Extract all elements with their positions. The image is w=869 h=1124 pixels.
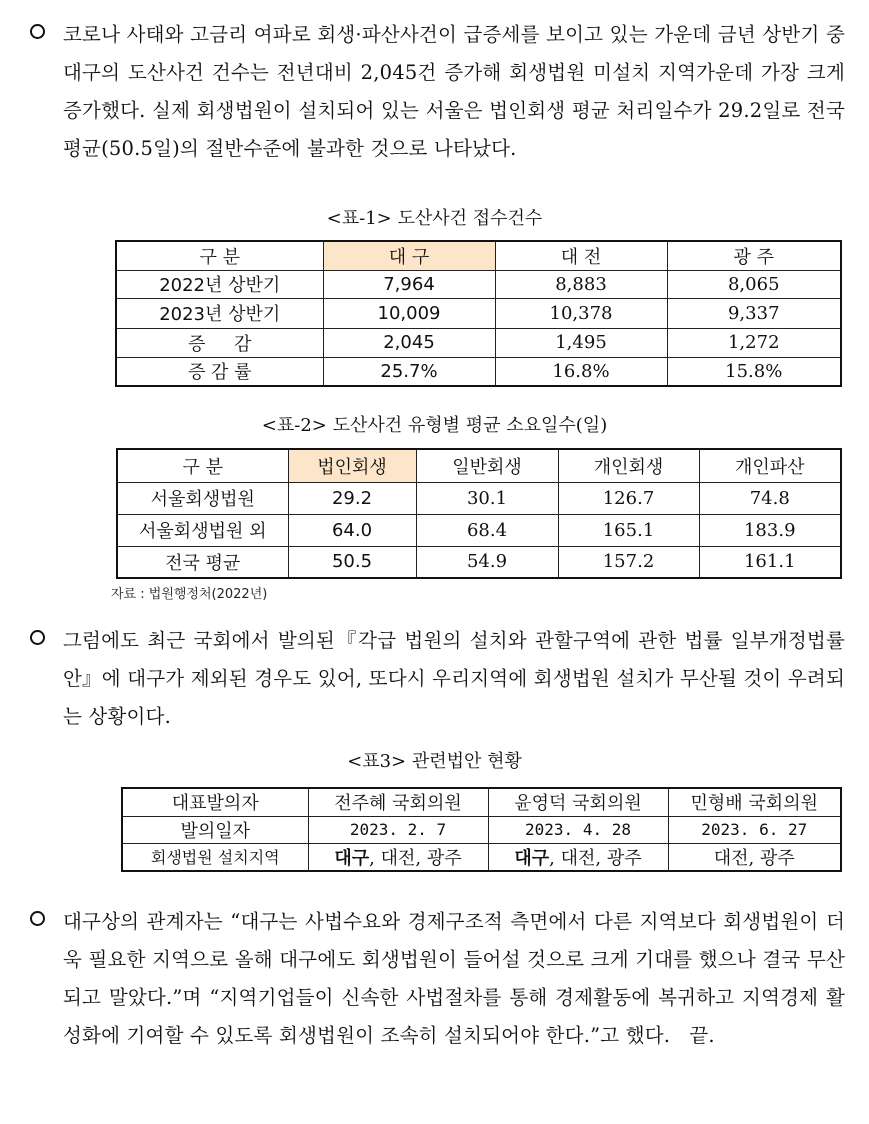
- table-row: [116, 270, 841, 298]
- table-cell: 1,272: [667, 328, 841, 357]
- paragraph-2-text: 그럼에도 최근 국회에서 발의된『각급 법원의 설치와 관할구역에 관한 법률 일부개정법률안』에 대구가 제외된 경우도 있어, 또다시 우리지역에 회생법원 설치가 무산될 것이 우려되는 상황이다.: [63, 629, 845, 728]
- table-cell: [308, 843, 488, 871]
- paragraph-1: [30, 16, 845, 168]
- table-cell: 29.2: [288, 482, 416, 514]
- table-row-label: 회생법원 설치지역: [122, 843, 308, 871]
- table-cell: 10,009: [323, 298, 495, 328]
- table-cell: 50.5: [288, 546, 416, 578]
- table-cell: 161.1: [699, 546, 841, 578]
- table-cell: 1,495: [495, 328, 667, 357]
- table-cell: 30.1: [416, 482, 558, 514]
- table-row: [116, 241, 841, 270]
- region-rest-text: , 대전, 광주: [369, 847, 462, 869]
- table-header-cell: 광 주: [667, 241, 841, 270]
- table-cell: 165.1: [558, 514, 699, 546]
- table-1: [115, 240, 842, 387]
- table-2-caption: <표-2> 도산사건 유형별 평균 소요일수(일): [261, 415, 608, 436]
- table-cell: 9,337: [667, 298, 841, 328]
- paragraph-2: [30, 622, 845, 736]
- table-cell: 2023. 2. 7: [308, 816, 488, 843]
- table-cell: 10,378: [495, 298, 667, 328]
- table-cell: 대전, 광주: [668, 843, 841, 871]
- daegu-bold-text: 대구: [334, 847, 370, 869]
- region-rest-text: , 대전, 광주: [549, 847, 642, 869]
- paragraph-3: [30, 903, 845, 1055]
- table-cell: 8,065: [667, 270, 841, 298]
- table-cell: 2023. 6. 27: [668, 816, 841, 843]
- circle-bullet-icon: [30, 911, 45, 926]
- table-header-cell: 일반회생: [416, 449, 558, 482]
- table-row: [117, 546, 841, 578]
- table-cell: 68.4: [416, 514, 558, 546]
- table-row-label: 전국 평균: [117, 546, 288, 578]
- table-row: [117, 514, 841, 546]
- table-cell: 126.7: [558, 482, 699, 514]
- table-cell: 15.8%: [667, 357, 841, 386]
- table-header-cell: 개인회생: [558, 449, 699, 482]
- table-row: [116, 298, 841, 328]
- table-row: [117, 449, 841, 482]
- table-header-cell: 법인회생: [288, 449, 416, 482]
- table-header-cell: 대 전: [495, 241, 667, 270]
- daegu-bold-text: 대구: [514, 847, 550, 869]
- table-cell: [488, 843, 668, 871]
- table-1-caption: <표-1> 도산사건 접수건수: [326, 208, 543, 229]
- table-cell: 16.8%: [495, 357, 667, 386]
- paragraph-3-text: 대구상의 관계자는 “대구는 사법수요와 경제구조적 측면에서 다른 지역보다 회생법원이 더욱 필요한 지역으로 올해 대구에도 회생법원이 들어설 것으로 크게 기대를 했으나 결국 무산되고 말았다.”며 “지역기업들이 신속한 사법절차를 통해 경제활동에 복귀하고 지역경제 활성화에 기여할 수 있도록 회생법원이 조속히 설치되어야 한다.”고 했다. 끝.: [63, 910, 845, 1047]
- table-row-label: 2023년 상반기: [116, 298, 323, 328]
- table-cell: 54.9: [416, 546, 558, 578]
- table-row-label: 서울회생법원: [117, 482, 288, 514]
- table-row: [122, 816, 841, 843]
- table-cell: 74.8: [699, 482, 841, 514]
- table-header-cell: 대 구: [323, 241, 495, 270]
- table-header-cell: 민형배 국회의원: [668, 788, 841, 816]
- table-header-cell: 대표발의자: [122, 788, 308, 816]
- circle-bullet-icon: [30, 24, 45, 39]
- table-row: [117, 482, 841, 514]
- table-2-source-note: 자료 : 법원행정처(2022년): [111, 587, 268, 602]
- table-header-cell: 구 분: [117, 449, 288, 482]
- table-row: [116, 328, 841, 357]
- table-row-label: 증 감: [116, 328, 323, 357]
- paragraph-1-text: 코로나 사태와 고금리 여파로 회생·파산사건이 급증세를 보이고 있는 가운데 금년 상반기 중 대구의 도산사건 건수는 전년대비 2,045건 증가해 회생법원 미설치 지역가운데 가장 크게 증가했다. 실제 회생법원이 설치되어 있는 서울은 법인회생 평균 처리일수가 29.2일로 전국평균(50.5일)의 절반수준에 불과한 것으로 나타났다.: [63, 23, 845, 160]
- table-header-cell: 윤영덕 국회의원: [488, 788, 668, 816]
- table-cell: 64.0: [288, 514, 416, 546]
- table-row: [116, 357, 841, 386]
- table-header-cell: 전주혜 국회의원: [308, 788, 488, 816]
- table-cell: 157.2: [558, 546, 699, 578]
- circle-bullet-icon: [30, 630, 45, 645]
- table-cell: 2023. 4. 28: [488, 816, 668, 843]
- table-row: [122, 788, 841, 816]
- table-row-label: 서울회생법원 외: [117, 514, 288, 546]
- table-cell: 8,883: [495, 270, 667, 298]
- table-cell: 2,045: [323, 328, 495, 357]
- table-row: [122, 843, 841, 871]
- table-3-caption: <표3> 관련법안 현황: [347, 751, 522, 772]
- table-cell: 183.9: [699, 514, 841, 546]
- table-row-label: 발의일자: [122, 816, 308, 843]
- table-row-label: 증 감 률: [116, 357, 323, 386]
- table-2: [116, 448, 842, 579]
- table-cell: 7,964: [323, 270, 495, 298]
- table-row-label: 2022년 상반기: [116, 270, 323, 298]
- table-header-cell: 개인파산: [699, 449, 841, 482]
- table-cell: 25.7%: [323, 357, 495, 386]
- table-3: [121, 787, 842, 872]
- table-header-cell: 구 분: [116, 241, 323, 270]
